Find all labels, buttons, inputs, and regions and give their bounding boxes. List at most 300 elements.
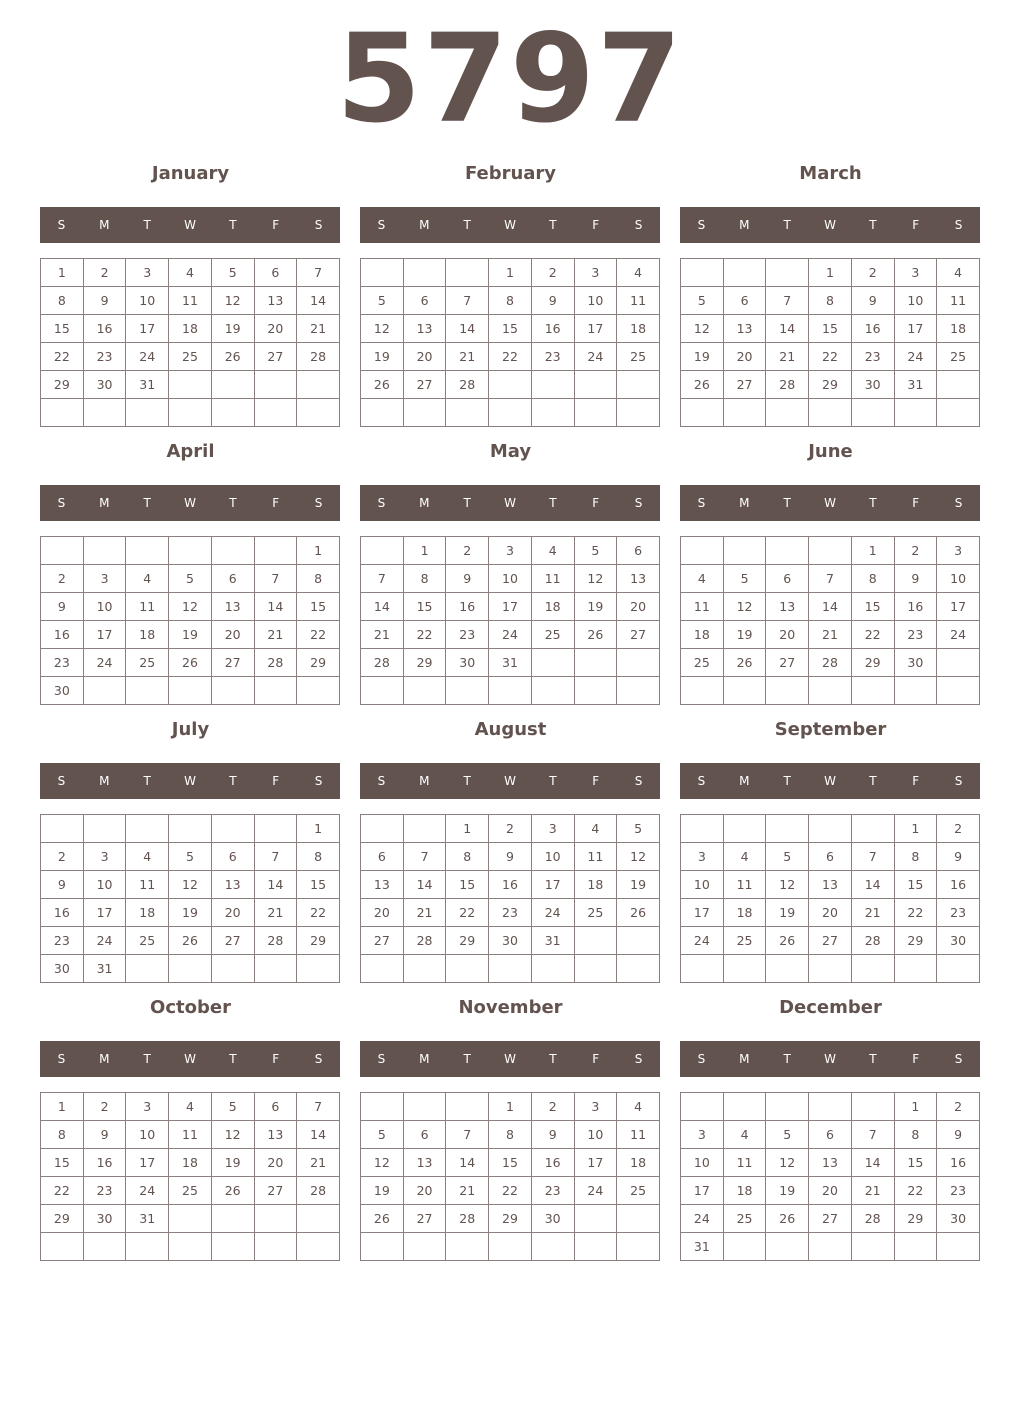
day-cell: 2 xyxy=(851,259,894,287)
day-cell: 4 xyxy=(169,1093,212,1121)
weekday-label: F xyxy=(912,1052,920,1066)
day-cell: 18 xyxy=(169,315,212,343)
day-cell: 22 xyxy=(489,1177,532,1205)
weekday-label: S xyxy=(314,496,323,510)
day-cell: 14 xyxy=(851,871,894,899)
day-cell: 18 xyxy=(723,1177,766,1205)
week-row xyxy=(681,399,980,427)
day-cell: 3 xyxy=(531,815,574,843)
days-table xyxy=(680,536,980,705)
empty-day-cell xyxy=(681,537,724,565)
weekday-label: F xyxy=(592,774,600,788)
day-cell: 1 xyxy=(297,537,340,565)
weekday-label: S xyxy=(57,496,66,510)
day-cell: 15 xyxy=(446,871,489,899)
day-cell: 8 xyxy=(894,1121,937,1149)
day-cell: 20 xyxy=(361,899,404,927)
empty-day-cell xyxy=(937,649,980,677)
week-row xyxy=(41,621,340,649)
week-row xyxy=(361,899,660,927)
days-table xyxy=(40,814,340,983)
day-cell: 9 xyxy=(531,1121,574,1149)
empty-day-cell xyxy=(254,1205,297,1233)
day-cell: 3 xyxy=(83,565,126,593)
day-cell: 31 xyxy=(894,371,937,399)
week-row xyxy=(681,843,980,871)
weekday-header xyxy=(680,207,980,243)
days-table xyxy=(360,814,660,983)
day-cell: 1 xyxy=(851,537,894,565)
day-cell: 4 xyxy=(126,843,169,871)
day-cell: 6 xyxy=(254,1093,297,1121)
day-cell: 27 xyxy=(403,1205,446,1233)
day-cell: 9 xyxy=(937,843,980,871)
day-cell: 7 xyxy=(297,259,340,287)
week-row xyxy=(681,287,980,315)
day-cell: 20 xyxy=(809,1177,852,1205)
day-cell: 8 xyxy=(489,287,532,315)
empty-day-cell xyxy=(851,399,894,427)
day-cell: 28 xyxy=(297,1177,340,1205)
day-cell: 24 xyxy=(681,927,724,955)
empty-day-cell xyxy=(809,1233,852,1261)
day-cell: 26 xyxy=(211,343,254,371)
empty-day-cell xyxy=(254,955,297,983)
day-cell: 25 xyxy=(681,649,724,677)
day-cell: 17 xyxy=(574,315,617,343)
day-cell: 10 xyxy=(681,1149,724,1177)
empty-day-cell xyxy=(851,955,894,983)
day-cell: 18 xyxy=(617,1149,660,1177)
day-cell: 11 xyxy=(617,1121,660,1149)
day-cell: 18 xyxy=(531,593,574,621)
weekday-label: F xyxy=(272,1052,280,1066)
day-cell: 14 xyxy=(851,1149,894,1177)
empty-day-cell xyxy=(489,371,532,399)
week-row xyxy=(681,927,980,955)
day-cell: 17 xyxy=(126,315,169,343)
week-row xyxy=(41,565,340,593)
day-cell: 23 xyxy=(937,899,980,927)
day-cell: 23 xyxy=(531,343,574,371)
day-cell: 23 xyxy=(83,1177,126,1205)
day-cell: 13 xyxy=(809,871,852,899)
day-cell: 17 xyxy=(681,899,724,927)
day-cell: 23 xyxy=(489,899,532,927)
weekday-label: F xyxy=(592,1052,600,1066)
empty-day-cell xyxy=(169,1233,212,1261)
empty-day-cell xyxy=(446,955,489,983)
day-cell: 15 xyxy=(894,871,937,899)
day-cell: 30 xyxy=(446,649,489,677)
day-cell: 3 xyxy=(574,259,617,287)
day-cell: 10 xyxy=(489,565,532,593)
day-cell: 15 xyxy=(297,871,340,899)
weekday-label: M xyxy=(99,496,110,510)
day-cell: 28 xyxy=(361,649,404,677)
empty-day-cell xyxy=(809,955,852,983)
day-cell: 18 xyxy=(169,1149,212,1177)
days-table xyxy=(40,258,340,427)
weekday-header xyxy=(40,763,340,799)
empty-day-cell xyxy=(851,1233,894,1261)
day-cell: 10 xyxy=(894,287,937,315)
empty-day-cell xyxy=(766,399,809,427)
day-cell: 4 xyxy=(617,1093,660,1121)
week-row xyxy=(41,1205,340,1233)
day-cell: 9 xyxy=(83,287,126,315)
weekday-label: F xyxy=(272,218,280,232)
weekday-label: T xyxy=(783,496,791,510)
day-cell: 10 xyxy=(126,287,169,315)
day-cell: 13 xyxy=(723,315,766,343)
empty-day-cell xyxy=(723,399,766,427)
empty-day-cell xyxy=(489,399,532,427)
weekday-label: S xyxy=(377,496,386,510)
day-cell: 16 xyxy=(83,1149,126,1177)
empty-day-cell xyxy=(937,677,980,705)
empty-day-cell xyxy=(254,399,297,427)
empty-day-cell xyxy=(403,1093,446,1121)
empty-day-cell xyxy=(851,815,894,843)
day-cell: 24 xyxy=(83,927,126,955)
day-cell: 2 xyxy=(446,537,489,565)
day-cell: 27 xyxy=(211,927,254,955)
empty-day-cell xyxy=(894,399,937,427)
day-cell: 6 xyxy=(723,287,766,315)
day-cell: 11 xyxy=(937,287,980,315)
weekday-label: S xyxy=(954,1052,963,1066)
day-cell: 12 xyxy=(169,871,212,899)
weekday-label: F xyxy=(592,218,600,232)
empty-day-cell xyxy=(361,1233,404,1261)
weekday-label: F xyxy=(592,496,600,510)
day-cell: 24 xyxy=(489,621,532,649)
empty-day-cell xyxy=(83,537,126,565)
month-name: September xyxy=(774,719,887,740)
day-cell: 4 xyxy=(681,565,724,593)
empty-day-cell xyxy=(766,1093,809,1121)
weekday-label: T xyxy=(549,218,557,232)
day-cell: 7 xyxy=(766,287,809,315)
weekday-label: S xyxy=(634,1052,643,1066)
day-cell: 8 xyxy=(894,843,937,871)
day-cell: 17 xyxy=(83,899,126,927)
week-row xyxy=(41,371,340,399)
day-cell: 21 xyxy=(851,1177,894,1205)
day-cell: 10 xyxy=(574,1121,617,1149)
day-cell: 21 xyxy=(851,899,894,927)
day-cell: 19 xyxy=(723,621,766,649)
weekday-label: W xyxy=(504,774,516,788)
empty-day-cell xyxy=(766,1233,809,1261)
day-cell: 4 xyxy=(169,259,212,287)
day-cell: 19 xyxy=(681,343,724,371)
weekday-label: M xyxy=(739,496,750,510)
weekday-label: S xyxy=(634,496,643,510)
empty-day-cell xyxy=(617,1205,660,1233)
empty-day-cell xyxy=(574,955,617,983)
month-name: February xyxy=(464,163,557,184)
day-cell: 14 xyxy=(297,287,340,315)
week-row xyxy=(361,1149,660,1177)
weekday-label: W xyxy=(184,1052,196,1066)
empty-day-cell xyxy=(297,1233,340,1261)
day-cell: 29 xyxy=(41,371,84,399)
day-cell: 16 xyxy=(531,1149,574,1177)
empty-day-cell xyxy=(211,1233,254,1261)
day-cell: 3 xyxy=(126,1093,169,1121)
empty-day-cell xyxy=(617,399,660,427)
day-cell: 26 xyxy=(211,1177,254,1205)
day-cell: 6 xyxy=(403,287,446,315)
empty-day-cell xyxy=(446,259,489,287)
day-cell: 12 xyxy=(574,565,617,593)
weekday-header xyxy=(40,485,340,521)
day-cell: 13 xyxy=(254,287,297,315)
weekday-header xyxy=(360,485,660,521)
day-cell: 9 xyxy=(489,843,532,871)
day-cell: 2 xyxy=(531,259,574,287)
day-cell: 11 xyxy=(723,1149,766,1177)
day-cell: 10 xyxy=(681,871,724,899)
empty-day-cell xyxy=(403,1233,446,1261)
weekday-header xyxy=(40,207,340,243)
empty-day-cell xyxy=(361,1093,404,1121)
empty-day-cell xyxy=(211,815,254,843)
day-cell: 14 xyxy=(446,315,489,343)
weekday-label: S xyxy=(697,1052,706,1066)
day-cell: 29 xyxy=(894,927,937,955)
weekday-header xyxy=(40,1041,340,1077)
day-cell: 15 xyxy=(809,315,852,343)
day-cell: 18 xyxy=(723,899,766,927)
empty-day-cell xyxy=(489,677,532,705)
day-cell: 24 xyxy=(126,343,169,371)
day-cell: 25 xyxy=(937,343,980,371)
day-cell: 30 xyxy=(83,371,126,399)
day-cell: 19 xyxy=(211,315,254,343)
day-cell: 20 xyxy=(211,621,254,649)
empty-day-cell xyxy=(361,677,404,705)
empty-day-cell xyxy=(211,1205,254,1233)
empty-day-cell xyxy=(41,1233,84,1261)
day-cell: 12 xyxy=(211,1121,254,1149)
empty-day-cell xyxy=(723,815,766,843)
empty-day-cell xyxy=(446,1093,489,1121)
day-cell: 17 xyxy=(531,871,574,899)
day-cell: 2 xyxy=(531,1093,574,1121)
day-cell: 15 xyxy=(403,593,446,621)
weekday-label: T xyxy=(783,218,791,232)
day-cell: 21 xyxy=(403,899,446,927)
day-cell: 19 xyxy=(617,871,660,899)
week-row xyxy=(41,815,340,843)
day-cell: 10 xyxy=(83,871,126,899)
day-cell: 22 xyxy=(894,899,937,927)
empty-day-cell xyxy=(211,677,254,705)
day-cell: 28 xyxy=(297,343,340,371)
week-row xyxy=(41,315,340,343)
day-cell: 12 xyxy=(617,843,660,871)
day-cell: 16 xyxy=(894,593,937,621)
empty-day-cell xyxy=(361,955,404,983)
day-cell: 8 xyxy=(403,565,446,593)
empty-day-cell xyxy=(126,815,169,843)
day-cell: 25 xyxy=(169,1177,212,1205)
empty-day-cell xyxy=(574,927,617,955)
weekday-label: S xyxy=(57,1052,66,1066)
week-row xyxy=(361,927,660,955)
empty-day-cell xyxy=(403,259,446,287)
day-cell: 25 xyxy=(617,1177,660,1205)
weekday-label: S xyxy=(314,218,323,232)
week-row xyxy=(681,565,980,593)
day-cell: 31 xyxy=(126,1205,169,1233)
weekday-label: W xyxy=(184,496,196,510)
day-cell: 2 xyxy=(41,843,84,871)
weekday-label: T xyxy=(869,774,877,788)
empty-day-cell xyxy=(446,677,489,705)
day-cell: 20 xyxy=(617,593,660,621)
day-cell: 13 xyxy=(403,315,446,343)
day-cell: 19 xyxy=(766,1177,809,1205)
weekday-label: F xyxy=(272,496,280,510)
empty-day-cell xyxy=(169,1205,212,1233)
weekday-label: S xyxy=(954,496,963,510)
weekday-label: M xyxy=(419,1052,430,1066)
day-cell: 12 xyxy=(723,593,766,621)
week-row xyxy=(361,259,660,287)
empty-day-cell xyxy=(723,1233,766,1261)
empty-day-cell xyxy=(681,1093,724,1121)
day-cell: 6 xyxy=(254,259,297,287)
days-table xyxy=(40,536,340,705)
day-cell: 17 xyxy=(489,593,532,621)
empty-day-cell xyxy=(723,259,766,287)
weekday-label: M xyxy=(99,774,110,788)
empty-day-cell xyxy=(766,537,809,565)
weekday-header xyxy=(680,485,980,521)
day-cell: 23 xyxy=(851,343,894,371)
empty-day-cell xyxy=(574,371,617,399)
day-cell: 27 xyxy=(809,927,852,955)
day-cell: 4 xyxy=(723,843,766,871)
day-cell: 10 xyxy=(937,565,980,593)
empty-day-cell xyxy=(211,955,254,983)
week-row xyxy=(681,1093,980,1121)
day-cell: 12 xyxy=(169,593,212,621)
day-cell: 6 xyxy=(361,843,404,871)
day-cell: 15 xyxy=(41,315,84,343)
day-cell: 14 xyxy=(446,1149,489,1177)
week-row xyxy=(41,1177,340,1205)
day-cell: 4 xyxy=(531,537,574,565)
day-cell: 24 xyxy=(574,343,617,371)
day-cell: 9 xyxy=(851,287,894,315)
day-cell: 30 xyxy=(937,927,980,955)
empty-day-cell xyxy=(809,537,852,565)
week-row xyxy=(681,343,980,371)
empty-day-cell xyxy=(617,649,660,677)
day-cell: 20 xyxy=(809,899,852,927)
week-row xyxy=(361,955,660,983)
day-cell: 2 xyxy=(83,259,126,287)
empty-day-cell xyxy=(41,399,84,427)
day-cell: 28 xyxy=(403,927,446,955)
week-row xyxy=(681,593,980,621)
day-cell: 16 xyxy=(851,315,894,343)
empty-day-cell xyxy=(254,371,297,399)
day-cell: 25 xyxy=(126,927,169,955)
day-cell: 22 xyxy=(41,1177,84,1205)
day-cell: 14 xyxy=(766,315,809,343)
month-name: April xyxy=(166,441,215,462)
empty-day-cell xyxy=(297,955,340,983)
day-cell: 21 xyxy=(766,343,809,371)
day-cell: 29 xyxy=(297,927,340,955)
weekday-label: T xyxy=(229,218,237,232)
weekday-label: T xyxy=(463,496,471,510)
month-name: November xyxy=(458,997,563,1018)
day-cell: 7 xyxy=(361,565,404,593)
empty-day-cell xyxy=(681,677,724,705)
empty-day-cell xyxy=(403,955,446,983)
day-cell: 6 xyxy=(766,565,809,593)
day-cell: 17 xyxy=(894,315,937,343)
day-cell: 7 xyxy=(254,565,297,593)
empty-day-cell xyxy=(531,399,574,427)
day-cell: 16 xyxy=(937,871,980,899)
weekday-label: S xyxy=(697,774,706,788)
day-cell: 21 xyxy=(254,621,297,649)
day-cell: 6 xyxy=(809,1121,852,1149)
day-cell: 7 xyxy=(809,565,852,593)
weekday-label: T xyxy=(143,774,151,788)
day-cell: 21 xyxy=(297,315,340,343)
day-cell: 1 xyxy=(894,1093,937,1121)
day-cell: 27 xyxy=(403,371,446,399)
day-cell: 26 xyxy=(723,649,766,677)
weekday-label: W xyxy=(504,496,516,510)
day-cell: 29 xyxy=(446,927,489,955)
weekday-label: S xyxy=(954,774,963,788)
day-cell: 9 xyxy=(41,593,84,621)
day-cell: 6 xyxy=(617,537,660,565)
day-cell: 11 xyxy=(531,565,574,593)
empty-day-cell xyxy=(531,649,574,677)
empty-day-cell xyxy=(681,955,724,983)
day-cell: 27 xyxy=(254,1177,297,1205)
day-cell: 12 xyxy=(361,1149,404,1177)
week-row xyxy=(361,565,660,593)
day-cell: 17 xyxy=(126,1149,169,1177)
week-row xyxy=(41,537,340,565)
day-cell: 18 xyxy=(617,315,660,343)
empty-day-cell xyxy=(297,399,340,427)
weekday-label: M xyxy=(739,774,750,788)
weekday-label: F xyxy=(912,774,920,788)
day-cell: 1 xyxy=(403,537,446,565)
weekday-label: S xyxy=(57,774,66,788)
day-cell: 11 xyxy=(617,287,660,315)
day-cell: 12 xyxy=(766,871,809,899)
empty-day-cell xyxy=(126,399,169,427)
day-cell: 26 xyxy=(766,1205,809,1233)
weekday-label: M xyxy=(419,496,430,510)
day-cell: 26 xyxy=(766,927,809,955)
day-cell: 8 xyxy=(41,1121,84,1149)
